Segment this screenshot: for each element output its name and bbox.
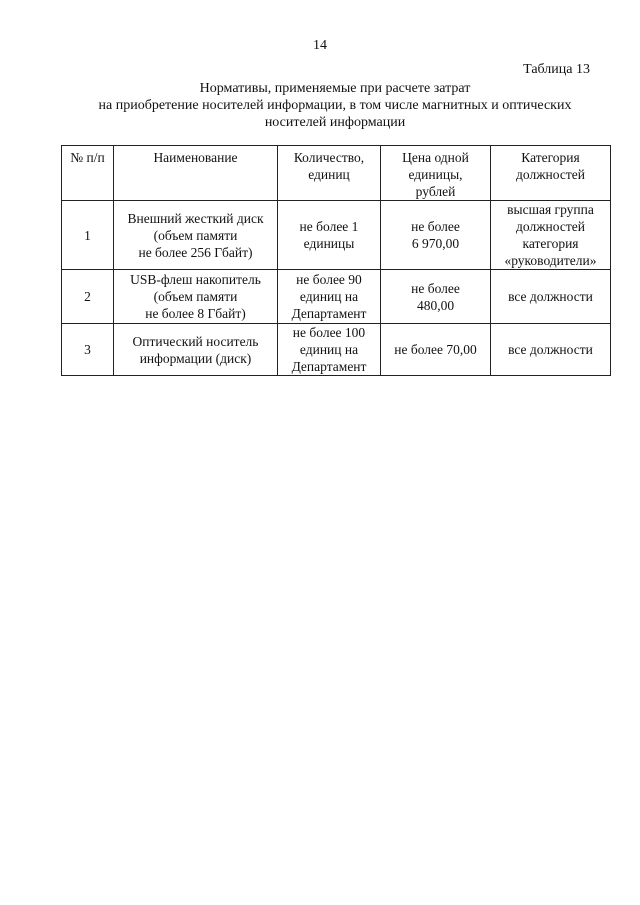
title-line-3: носителей информации <box>264 115 406 130</box>
table-caption: Таблица 13 <box>523 62 590 77</box>
cell-price: не более 480,00 <box>381 270 491 324</box>
document-title <box>60 80 610 131</box>
cell-name: Внешний жесткий диск (объем памяти не более 256 Гбайт) <box>114 201 278 270</box>
header-category: Категория должностей <box>491 146 611 201</box>
page-number: 14 <box>313 38 327 53</box>
norms-table <box>61 145 611 376</box>
header-number: № п/п <box>62 146 114 201</box>
table-row <box>62 324 611 376</box>
header-quantity: Количество, единиц <box>278 146 381 201</box>
cell-number: 3 <box>62 324 114 376</box>
cell-price: не более 70,00 <box>381 324 491 376</box>
cell-quantity: не более 100 единиц на Департамент <box>278 324 381 376</box>
cell-price: не более 6 970,00 <box>381 201 491 270</box>
cell-quantity: не более 1 единицы <box>278 201 381 270</box>
header-price: Цена одной единицы, рублей <box>381 146 491 201</box>
cell-quantity: не более 90 единиц на Департамент <box>278 270 381 324</box>
title-line-1: Нормативы, применяемые при расчете затрат <box>199 81 471 96</box>
cell-category: все должности <box>491 270 611 324</box>
cell-category: высшая группа должностей категория «руководители» <box>491 201 611 270</box>
header-name: Наименование <box>114 146 278 201</box>
table-row <box>62 270 611 324</box>
table-row <box>62 201 611 270</box>
title-line-2: на приобретение носителей информации, в том числе магнитных и оптических <box>98 98 572 113</box>
table-header-row <box>62 146 611 201</box>
cell-number: 2 <box>62 270 114 324</box>
cell-name: USB-флеш накопитель (объем памяти не более 8 Гбайт) <box>114 270 278 324</box>
cell-number: 1 <box>62 201 114 270</box>
cell-name: Оптический носитель информации (диск) <box>114 324 278 376</box>
cell-category: все должности <box>491 324 611 376</box>
